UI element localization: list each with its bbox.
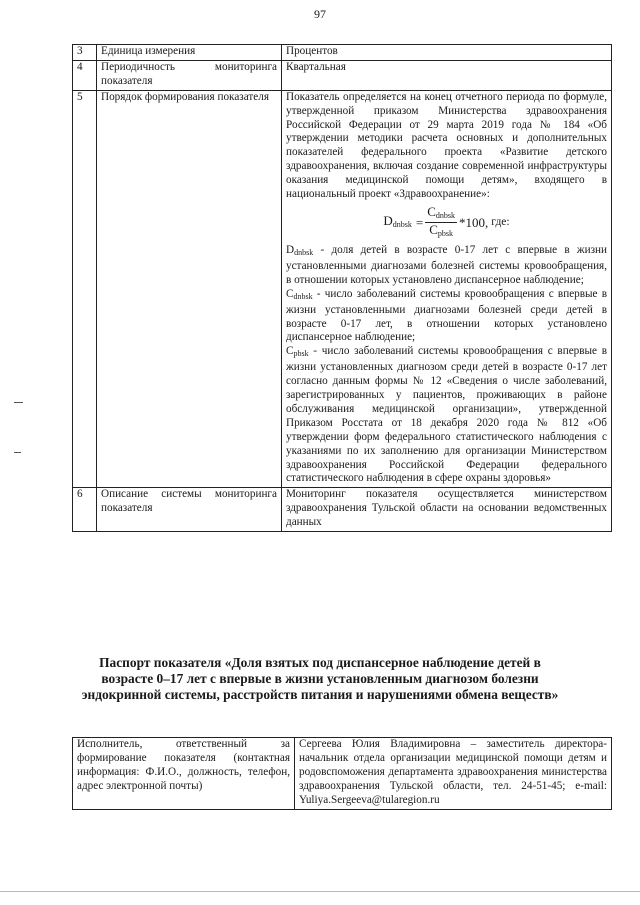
row-label: Описание системы мониторинга показателя <box>97 488 282 532</box>
responsible-value: Сергеева Юлия Владимировна – заместитель директора-начальник отдела организации медицинской помощи детям и родовспоможения департамента здравоохранения министерства здравоохранения Тульской области, тел. 24-51-45; e-mail: Yuliya.Sergeeva@tularegion.ru <box>295 738 612 810</box>
formula <box>286 203 607 243</box>
table-row <box>73 45 612 61</box>
row-number: 4 <box>73 60 97 90</box>
definition-item: Ddnbsk - доля детей в возрасте 0-17 лет с впервые в жизни установленными диагнозами болезней системы кровообращения, в отношении которых установлено диспансерное наблюдение; <box>286 243 607 286</box>
definition-item: Cpbsk - число заболеваний системы кровообращения с впервые в жизни установленных диагнозом среди детей в возрасте 0-17 лет согласно данным формы № 12 «Сведения о числе заболеваний, зарегистрированных у пациентов, проживающих в районе обслуживания медицинской организации», утвержденной Приказом Росстата от 18 декабря 2020 года № 812 «Об утверждении форм федерального статистического наблюдения с указаниями по их заполнению для организации Министерством здравоохранения Российской Федерации федерального статистического наблюдения в сфере охраны здоровья» <box>286 345 607 485</box>
method-intro: Показатель определяется на конец отчетного периода по формуле, утвержденной приказом Министерства здравоохранения Российской Федерации от 29 марта 2019 года № 184 «Об утверждении методики расчета основных и дополнительных показателей федерального проекта «Развитие детского здравоохранения, включая создание современной инфраструктуры оказания медицинской помощи детям», входящего в национальный проект «Здравоохранение»: <box>286 90 607 201</box>
scan-mark <box>14 402 23 403</box>
scan-mark <box>14 452 21 453</box>
row-value <box>282 90 612 488</box>
table-row <box>73 60 612 90</box>
row-number: 6 <box>73 488 97 532</box>
passport-title: Паспорт показателя «Доля взятых под диспансерное наблюдение детей в возрасте 0–17 лет с впервые в жизни установленным диагнозом болезни эндокринной системы, расстройств питания и нарушениями обмена веществ» <box>81 655 559 702</box>
formula-equals: = <box>415 215 424 231</box>
row-number: 5 <box>73 90 97 488</box>
row-value: Процентов <box>282 45 612 61</box>
responsible-table <box>72 737 612 810</box>
formula-lhs: $D_{dnbsk}$ <box>383 213 412 230</box>
table-row <box>73 488 612 532</box>
row-label: Единица измерения <box>97 45 282 61</box>
row-number: 3 <box>73 45 97 61</box>
scan-mark <box>0 891 640 892</box>
indicator-table <box>72 44 612 532</box>
table-row <box>73 738 612 810</box>
formula-where: где: <box>491 216 510 229</box>
formula-fraction: $\frac{C_{dnbsk}}{C_{pbsk}}$ <box>427 203 456 239</box>
row-label: Периодичность мониторинга показателя <box>97 60 282 90</box>
definition-item: Cdnbsk - число заболеваний системы кровообращения с впервые в жизни установленными диагнозами болезней среди детей в возрасте 0-17 лет, в отношении которых установлено диспансерное наблюдение; <box>286 287 607 344</box>
row-value: Квартальная <box>282 60 612 90</box>
page-number: 97 <box>314 7 326 21</box>
table-row <box>73 90 612 488</box>
formula-multiplier: *100, <box>459 215 489 231</box>
responsible-label: Исполнитель, ответственный за формирование показателя (контактная информация: Ф.И.О., должность, телефон, адрес электронной почты) <box>73 738 295 810</box>
row-value: Мониторинг показателя осуществляется министерством здравоохранения Тульской области на основании ведомственных данных <box>282 488 612 532</box>
row-label: Порядок формирования показателя <box>97 90 282 488</box>
